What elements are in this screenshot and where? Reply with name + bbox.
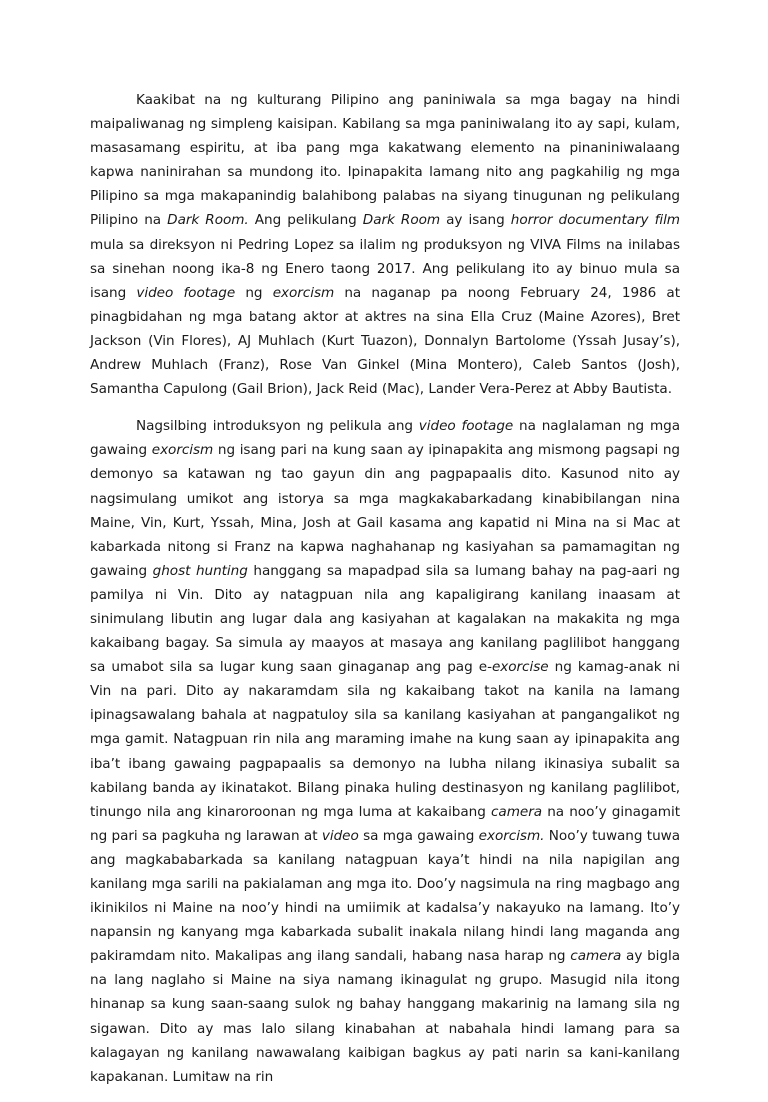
text-run: ay isang	[440, 212, 511, 229]
text-run: ay bigla na lang naglaho si Maine na siya namang ikinagulat ng grupo. Masugid nila itong hinanap sa kung saan-saang sulok ng bahay hanggang makarinig na lamang sila ng sigawan. Dito ay mas lalo silang kinabahan at nabahala hindi lamang para sa kalagayan ng kanilang nawawalang kaibigan bagkus ay pati narin sa kani-kanilang kapakanan. Lumitaw na rin	[90, 948, 680, 1085]
italic-term: exorcise	[491, 659, 549, 676]
text-run: Noo’y tuwang tuwa ang magkababarkada sa kanilang natagpuan kaya’t hindi na nila napigilan ang kanilang mga sarili na pakialaman ang mga ito. Doo’y nagsimula na ring magbago ang ikinikilos ni Maine na noo’y hindi na umiimik at kadalsa’y nakayuko na lamang. Ito’y napansin ng kanyang mga kabarkada subalit inakala nilang hindi lang maganda ang pakiramdam nito. Makalipas ang ilang sandali, habang nasa harap ng	[90, 827, 680, 965]
text-run: mula sa direksyon ni Pedring Lopez sa ilalim ng produksyon ng VIVA Films na inilabas sa sinehan noong ika-8 ng Enero taong 2017. Ang pelikulang ito ay binuo mula sa isang	[90, 236, 680, 301]
text-run: na noo’y ginagamit ng pari sa pagkuha ng larawan at	[90, 803, 681, 844]
italic-term: camera	[570, 948, 622, 965]
italic-term: Dark Room	[362, 212, 441, 229]
text-run: na naganap pa noong February 24, 1986 at pinagbidahan ng mga batang aktor at aktres na sina Ella Cruz (Maine Azores), Bret Jackson (Vin Flores), AJ Muhlach (Kurt Tuazon), Donnalyn Bartolome (Yssah Jusay’s), Andrew Muhlach (Franz), Rose Van Ginkel (Mina Montero), Caleb Santos (Josh), Samantha Capulong (Gail Brion), Jack Reid (Mac), Lander Vera-Perez at Abby Bautista.	[90, 284, 680, 398]
italic-term: video footage	[136, 284, 236, 301]
italic-term: exorcism	[151, 442, 214, 459]
paragraph-1	[90, 88, 680, 401]
italic-term: Dark Room.	[167, 212, 249, 229]
italic-term: camera	[491, 803, 543, 820]
italic-term: exorcism	[272, 284, 335, 301]
text-run: ng kamag-anak ni Vin na pari. Dito ay nakaramdam sila ng kakaibang takot na kanila na lamang ipinagsawalang bahala at nagpatuloy sila sa kanilang kasiyahan at pangangalikot ng mga gamit. Natagpuan rin nila ang maraming imahe na kung saan ay ipinapakita ang iba’t ibang gawaing pagpapaalis sa demonyo na lubha nilang ikinasiya subalit sa kabilang banda ay ikinatakot. Bilang pinaka huling destinasyon ng kanilang paglilibot, tinungo nila ang kinaroroonan ng mga luma at kakaibang	[90, 659, 681, 820]
text-run: hanggang sa mapadpad sila sa lumang bahay na pag-aari ng pamilya ni Vin. Dito ay natagpuan nila ang kapaligirang kanilang inaasam at sinimulang libutin ang lugar dala ang kasiyahan at kagalakan na makakita ng mga kakaibang bagay. Sa simula ay maayos at masaya ang kanilang paglilibot hanggang sa umabot sila sa lugar kung saan ginaganap ang pag e-	[90, 562, 680, 676]
text-run: Nagsilbing introduksyon ng pelikula ang	[136, 418, 419, 435]
text-run: na naglalaman ng mga gawaing	[90, 418, 680, 459]
text-run: Ang pelikulang	[248, 212, 363, 229]
text-run: sa mga gawaing	[358, 827, 479, 844]
italic-term: video footage	[418, 418, 514, 435]
italic-term: horror documentary film	[510, 212, 680, 229]
italic-term: ghost hunting	[152, 562, 248, 579]
italic-term: exorcism.	[478, 827, 545, 844]
italic-term: video	[321, 827, 359, 844]
text-run: ng	[235, 284, 273, 301]
paragraph-2	[90, 414, 680, 1089]
text-run: ng isang pari na kung saan ay ipinapakita ang mismong pagsapi ng demonyo sa katawan ng tao gayun din ang pagpapaalis dito. Kasunod nito ay nagsimulang umikot ang istorya sa mga magkakabarkadang kinabibilangan nina Maine, Vin, Kurt, Yssah, Mina, Josh at Gail kasama ang kapatid ni Mina na si Mac at kabarkada nitong si Franz na kapwa naghahanap ng kasiyahan sa pamamagitan ng gawaing	[90, 442, 681, 579]
document-page	[90, 88, 680, 1102]
text-run: Kaakibat na ng kulturang Pilipino ang paniniwala sa mga bagay na hindi maipaliwanag ng simpleng kaisipan. Kabilang sa mga paniniwalang ito ay sapi, kulam, masasamang espiritu, at iba pang mga kakatwang elemento na pinaniniwalaang kapwa naninirahan sa mundong ito. Ipinapakita lamang nito ang pagkahilig ng mga Pilipino sa mga makapanindig balahibong palabas na siyang tinugunan ng pelikulang Pilipino na	[90, 92, 680, 229]
